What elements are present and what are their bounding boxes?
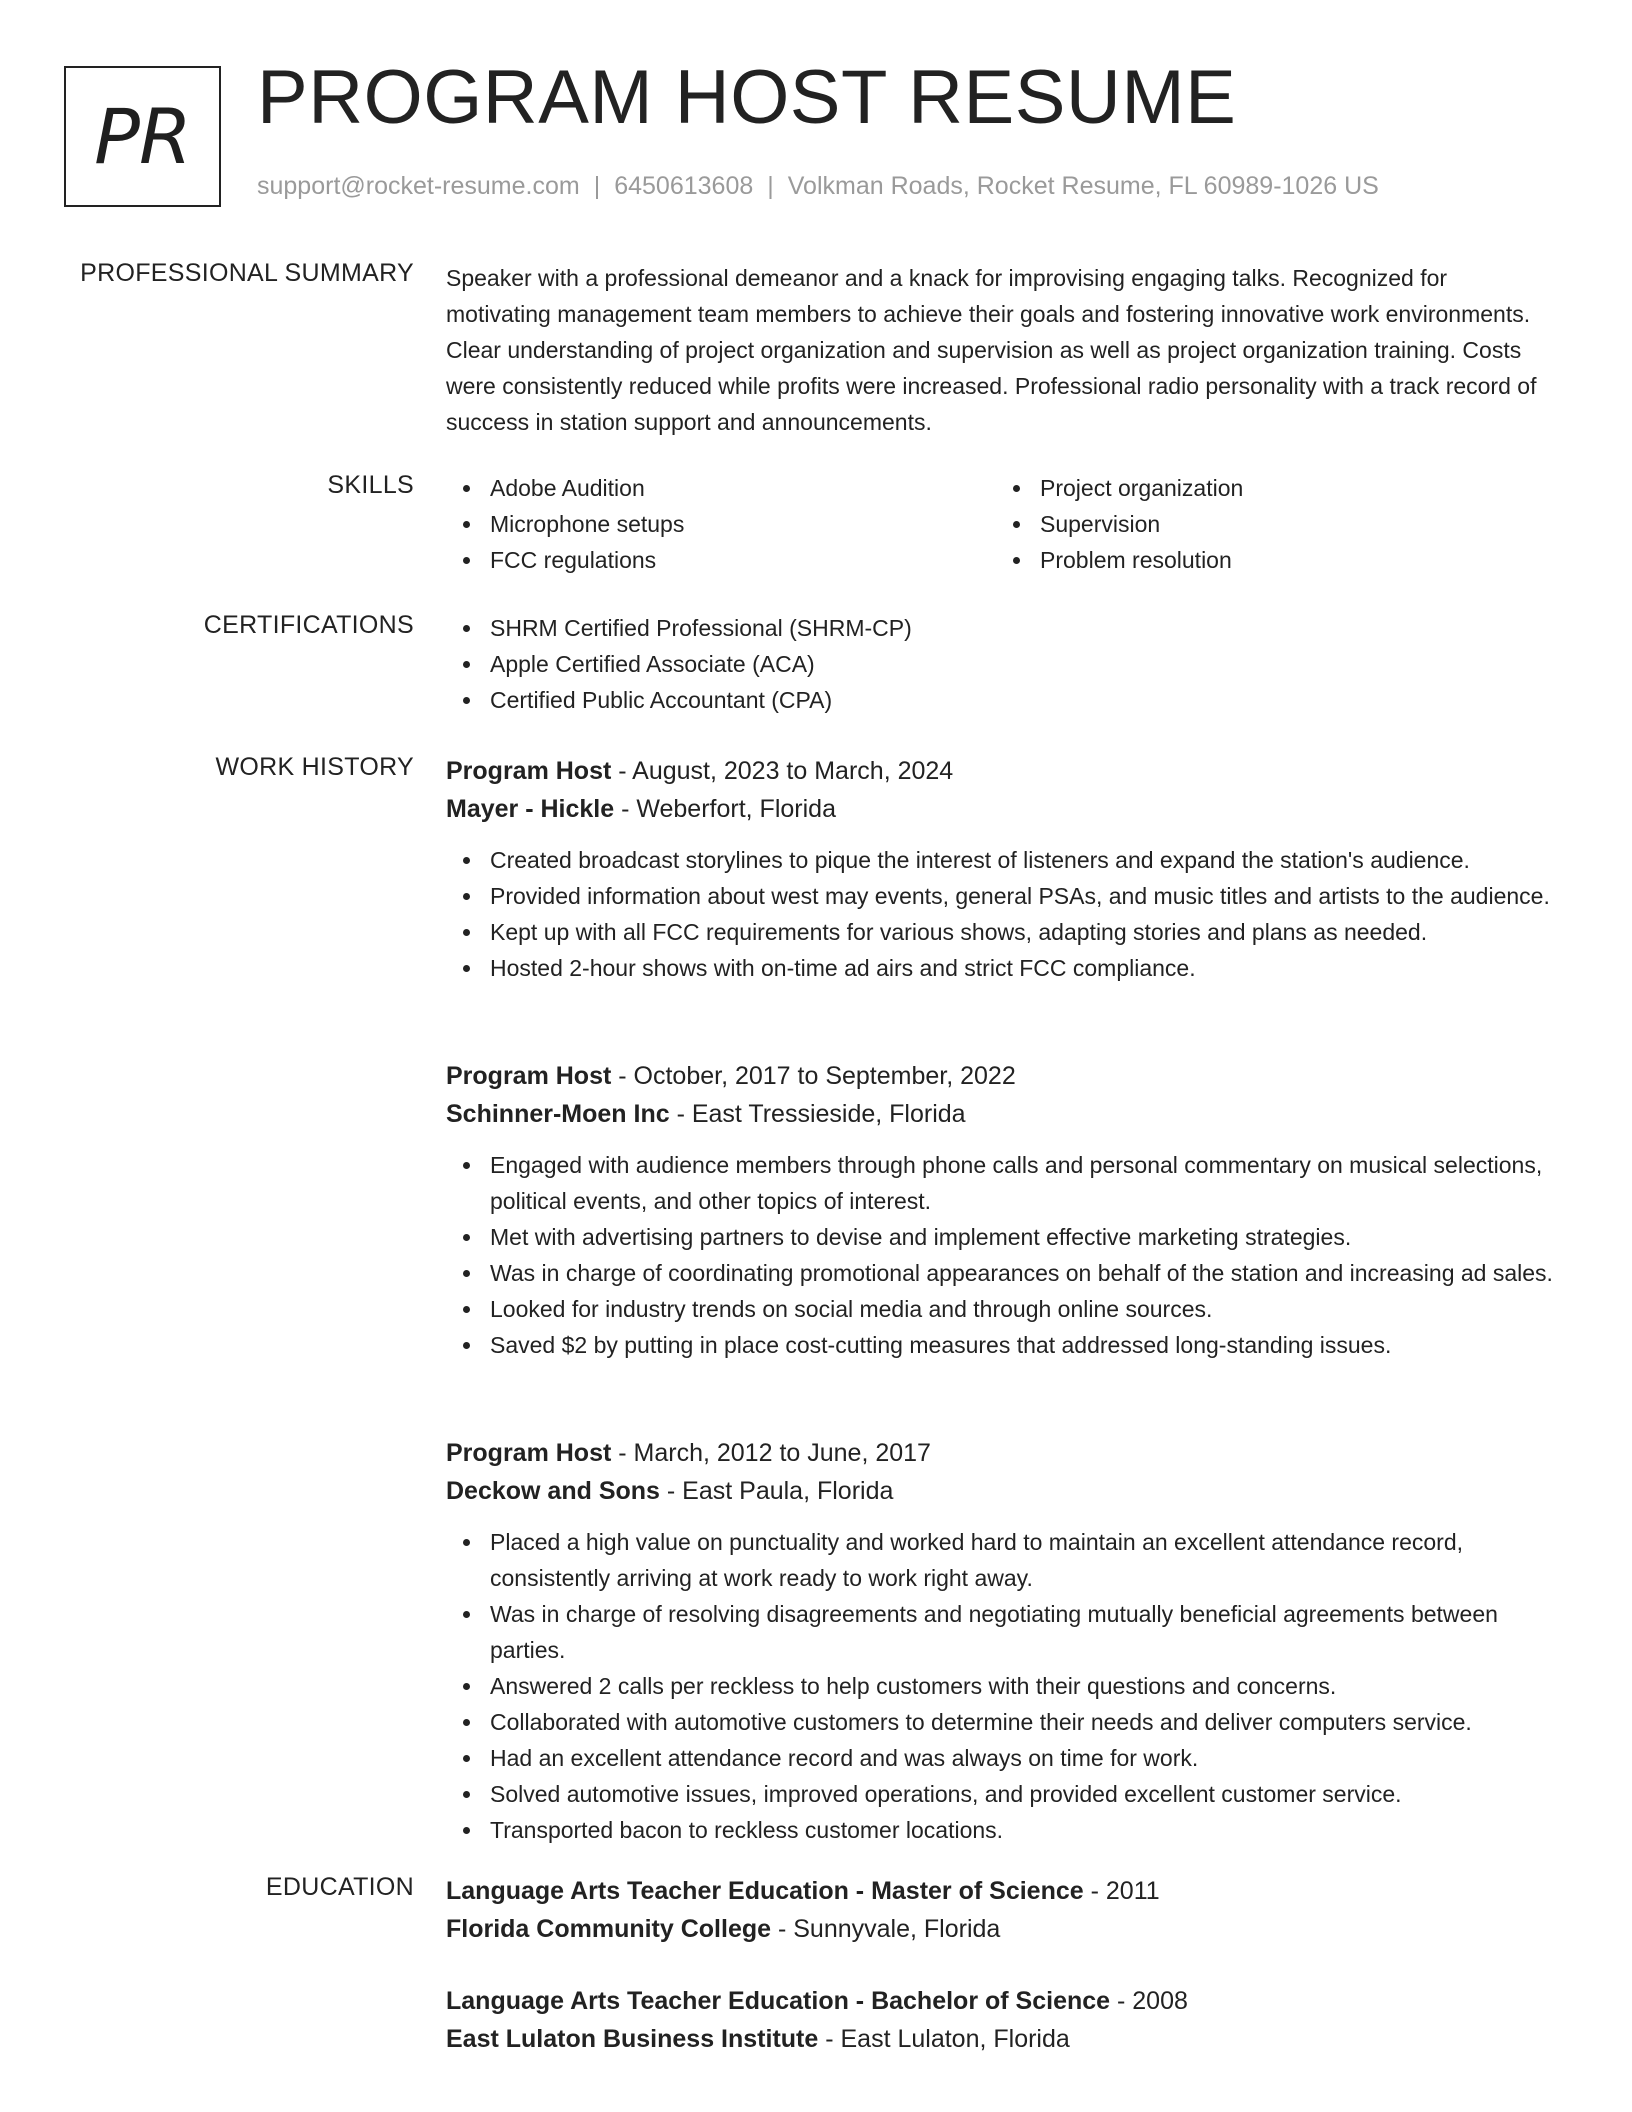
job-bullet-list (446, 842, 1556, 986)
skills-column-right (996, 470, 1546, 578)
job-company: Deckow and Sons (446, 1477, 660, 1505)
certifications-content (446, 610, 1556, 718)
skills-column-left (446, 470, 996, 578)
skill-item: Adobe Audition (446, 470, 996, 506)
contact-line (257, 172, 1379, 201)
job-title-line (446, 752, 1556, 790)
skill-item: Supervision (996, 506, 1546, 542)
job-dates: - March, 2012 to June, 2017 (611, 1439, 931, 1467)
section-label-education: EDUCATION (265, 1873, 414, 1901)
education-entry (446, 1982, 1556, 2058)
education-degree: Language Arts Teacher Education - Master of Science (446, 1877, 1084, 1905)
certification-item: Apple Certified Associate (ACA) (446, 646, 1556, 682)
section-label-work-history: WORK HISTORY (215, 753, 414, 781)
job-dates: - August, 2023 to March, 2024 (611, 757, 954, 785)
job-bullet: Answered 2 calls per reckless to help customers with their questions and concerns. (446, 1668, 1556, 1704)
job-entry (446, 752, 1556, 986)
education-degree: Language Arts Teacher Education - Bachelor of Science (446, 1987, 1111, 2015)
job-bullet: Kept up with all FCC requirements for various shows, adapting stories and plans as needed. (446, 914, 1556, 950)
job-location: - East Paula, Florida (659, 1477, 894, 1505)
education-year: - 2008 (1110, 1987, 1188, 2015)
job-location: - East Tressieside, Florida (669, 1100, 966, 1128)
education-school-line (446, 1910, 1556, 1948)
job-bullet: Met with advertising partners to devise and implement effective marketing strategies. (446, 1219, 1556, 1255)
job-bullet: Solved automotive issues, improved operations, and provided excellent customer service. (446, 1776, 1556, 1812)
education-entry (446, 1872, 1556, 1948)
job-title-line (446, 1057, 1556, 1095)
job-company-line (446, 1472, 1556, 1510)
job-bullet: Looked for industry trends on social media and through online sources. (446, 1291, 1556, 1327)
certifications-list (446, 610, 1556, 718)
job-company: Mayer - Hickle (446, 795, 615, 823)
job-bullet-list (446, 1524, 1556, 1848)
resume-title: PROGRAM HOST RESUME (257, 55, 1237, 140)
job-dates: - October, 2017 to September, 2022 (611, 1062, 1016, 1090)
job-bullet: Hosted 2-hour shows with on-time ad airs and strict FCC compliance. (446, 950, 1556, 986)
job-entry (446, 1057, 1556, 1363)
education-year: - 2011 (1083, 1877, 1160, 1905)
job-bullet: Provided information about west may events, general PSAs, and music titles and artists to the audience. (446, 878, 1556, 914)
contact-separator: | (593, 172, 601, 200)
job-company-line (446, 790, 1556, 828)
education-school-line (446, 2020, 1556, 2058)
contact-phone[interactable]: 6450613608 (614, 172, 754, 200)
job-title-line (446, 1434, 1556, 1472)
section-label-summary: PROFESSIONAL SUMMARY (80, 259, 414, 287)
job-title: Program Host (446, 757, 612, 785)
contact-separator: | (767, 172, 774, 200)
section-label-skills: SKILLS (327, 471, 414, 499)
job-bullet: Engaged with audience members through phone calls and personal commentary on musical selections, political events, and other topics of interest. (446, 1147, 1556, 1219)
section-label-certifications: CERTIFICATIONS (203, 611, 414, 639)
job-title: Program Host (446, 1439, 612, 1467)
summary-text: Speaker with a professional demeanor and a knack for improvising engaging talks. Recognized for motivating management team members to achieve their goals and fostering innovative work environments. Clear understanding of project organization and supervision as well as project organization training. Costs were consistently reduced while profits were increased. Professional radio personality with a track record of success in station support and announcements. (446, 265, 1537, 435)
job-bullet: Was in charge of resolving disagreements and negotiating mutually beneficial agreements between parties. (446, 1596, 1556, 1668)
contact-address: Volkman Roads, Rocket Resume, FL 60989-1026 US (787, 172, 1379, 200)
education-degree-line (446, 1982, 1556, 2020)
education-location: - Sunnyvale, Florida (771, 1915, 1001, 1943)
job-bullet: Had an excellent attendance record and was always on time for work. (446, 1740, 1556, 1776)
job-company: Schinner-Moen Inc (446, 1100, 670, 1128)
job-bullet: Was in charge of coordinating promotional appearances on behalf of the station and increasing ad sales. (446, 1255, 1556, 1291)
monogram-initials: PR (94, 92, 191, 181)
skill-item: Microphone setups (446, 506, 996, 542)
job-company-line (446, 1095, 1556, 1133)
monogram-badge (64, 66, 221, 207)
contact-email[interactable]: support@rocket-resume.com (257, 172, 580, 200)
skills-grid (446, 470, 1556, 578)
education-location: - East Lulaton, Florida (818, 2025, 1070, 2053)
job-bullet: Saved $2 by putting in place cost-cutting measures that addressed long-standing issues. (446, 1327, 1556, 1363)
job-bullet-list (446, 1147, 1556, 1363)
certification-item: Certified Public Accountant (CPA) (446, 682, 1556, 718)
job-location: - Weberfort, Florida (614, 795, 836, 823)
job-bullet: Transported bacon to reckless customer locations. (446, 1812, 1556, 1848)
job-bullet: Placed a high value on punctuality and worked hard to maintain an excellent attendance record, consistently arriving at work ready to work right away. (446, 1524, 1556, 1596)
summary-content (446, 260, 1556, 440)
skill-item: FCC regulations (446, 542, 996, 578)
skill-item: Problem resolution (996, 542, 1546, 578)
education-school: East Lulaton Business Institute (446, 2025, 819, 2053)
skill-item: Project organization (996, 470, 1546, 506)
certification-item: SHRM Certified Professional (SHRM-CP) (446, 610, 1556, 646)
education-degree-line (446, 1872, 1556, 1910)
education-school: Florida Community College (446, 1915, 772, 1943)
job-entry (446, 1434, 1556, 1848)
job-bullet: Created broadcast storylines to pique the interest of listeners and expand the station's audience. (446, 842, 1556, 878)
job-bullet: Collaborated with automotive customers to determine their needs and deliver computers service. (446, 1704, 1556, 1740)
job-title: Program Host (446, 1062, 612, 1090)
